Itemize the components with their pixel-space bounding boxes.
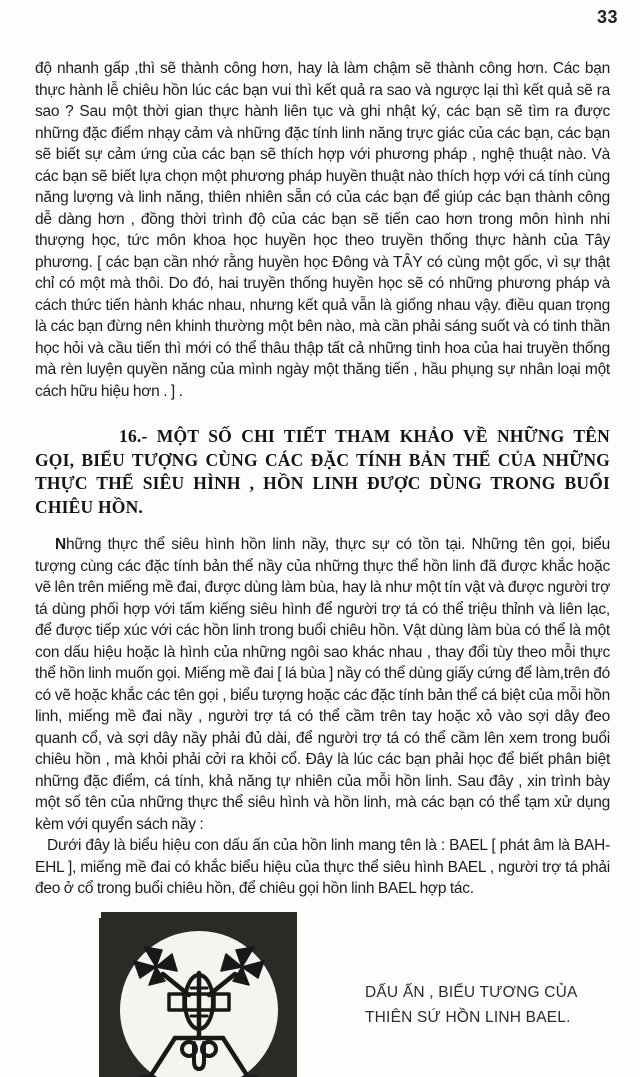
figure-row	[99, 910, 610, 1077]
figure-caption-line2: THIÊN SỨ HỒN LINH BAEL.	[365, 1008, 571, 1026]
paragraph-2	[35, 534, 610, 835]
page-number: 33	[596, 7, 618, 27]
figure-caption-line1: DẤU ẤN , BIỂU TƯƠNG CỦA	[365, 983, 578, 1001]
paragraph-2-initial: N	[55, 536, 66, 553]
paragraph-3: Dưới đây là biểu hiệu con dấu ấn của hồn linh mang tên là : BAEL [ phát âm là BAH-EHL ], miếng mề đai có khắc biểu hiệu của thực thể siêu hình BAEL , người trợ tá phải đeo ở cổ trong buổi chiêu hồn, để chiêu gọi hồn linh BAEL hợp tác.	[35, 837, 610, 897]
paragraph-1: độ nhanh gấp ,thì sẽ thành công hơn, hay là làm chậm sẽ thành công hơn. Các bạn thực hành lễ chiêu hồn lúc các bạn vui thì kết quả ra sao và ngược lại thì kết quả sẽ ra sao ? Sau một thời gian thực hành liên tục và ghi nhật ký, các bạn sẽ tìm ra được những đặc điểm nhạy cảm và những đặc tính linh năng trực giác của các bạn, các bạn sẽ biết sự cảm ứng của các bạn sẽ thích hợp với phương pháp , nghệ thuật nào. Và các bạn sẽ biết lựa chọn một phương pháp huyền thuật nào thích hợp với cá tính cùng năng lượng và linh năng, thiên nhiên sẵn có của các bạn để giúp các bạn thành công dễ dàng hơn , đồng thời trình độ của các bạn sẽ tiến cao hơn trong môn hình nhi thượng học, tức môn khoa học huyền học theo truyền thống thực hành của Tây phương. [ các bạn cần nhớ rằng huyền học Đông và TÂY có cùng một gốc, vì sự thật chỉ có một mà thôi. Do đó, hai truyền thống huyền học sẽ có những phương pháp và cách thức tiến hành khác nhau, nhưng kết quả vẫn là giống nhau vậy. điều quan trọng là các bạn đừng nên khinh thường một bên nào, mà cần phải sáng suốt và có tinh thần học hỏi và cầu tiến thì mới có thể thâu thập tất cả những tinh hoa của hai truyền thống mà rèn luyện quyền năng của mình ngày một thăng tiến , hầu phụng sự nhân loại một cách hữu hiệu hơn . ] .	[35, 60, 610, 400]
figure-caption	[365, 980, 578, 1030]
paragraph-2-text: hững thực thể siêu hình hồn linh nầy, thực sự có tồn tại. Những tên gọi, biểu tượng cùng các đặc tính bản thể nầy của những thực thể hồn linh đã được khắc hoặc vẽ lên trên miếng mề đai, được dùng làm bùa, hay là như một tín vật và được người trợ tá dùng phối hợp với tấm kiếng siêu hình để người trợ tá có thể triệu thỉnh và liên lạc, để được tiếp xúc với các hồn linh trong buổi chiêu hồn. Vật dùng làm bùa có thể là một con dấu hiệu hoặc là hình của những ngôi sao khác nhau , thay đổi tùy theo mỗi thực thể hồn linh muốn gọi. Miếng mề đai [ lá bùa ] nầy có thể dùng giấy cứng để làm,trên đó có vẽ hoặc khắc các tên gọi , biểu tượng hoặc các đặc tính bản thể cá biệt của mỗi hồn linh, miếng mề đai nầy , người trợ tá có thể cầm trên tay hoặc xỏ vào sợi dây đeo quanh cổ, và sợi dây nầy phải đủ dài, để người trợ tá có thể cầm lên xem trong buổi chiêu hồn , mà khỏi phải cởi ra khỏi cổ. Đây là lúc các bạn phải học để biết phân biệt những đặc điểm, cá tính, khả năng tự nhiên của mỗi hồn linh. Sau đây , xin trình bày một số tên của những thực thể siêu hình và hồn linh, mà các bạn có thể tạm xử dụng kèm với quyển sách nầy :	[35, 536, 610, 833]
bael-seal-image	[99, 910, 299, 1077]
bael-sigil-icon	[99, 910, 299, 1077]
section-heading: 16.- MỘT SỐ CHI TIẾT THAM KHẢO VỀ NHỮNG TÊN GỌI, BIỂU TƯỢNG CÙNG CÁC ĐẶC TÍNH BẢN THỂ CỦA NHỮNG THỰC THỂ SIÊU HÌNH , HỒN LINH ĐƯỢC DÙNG TRONG BUỔI CHIÊU HỒN.	[35, 426, 610, 517]
